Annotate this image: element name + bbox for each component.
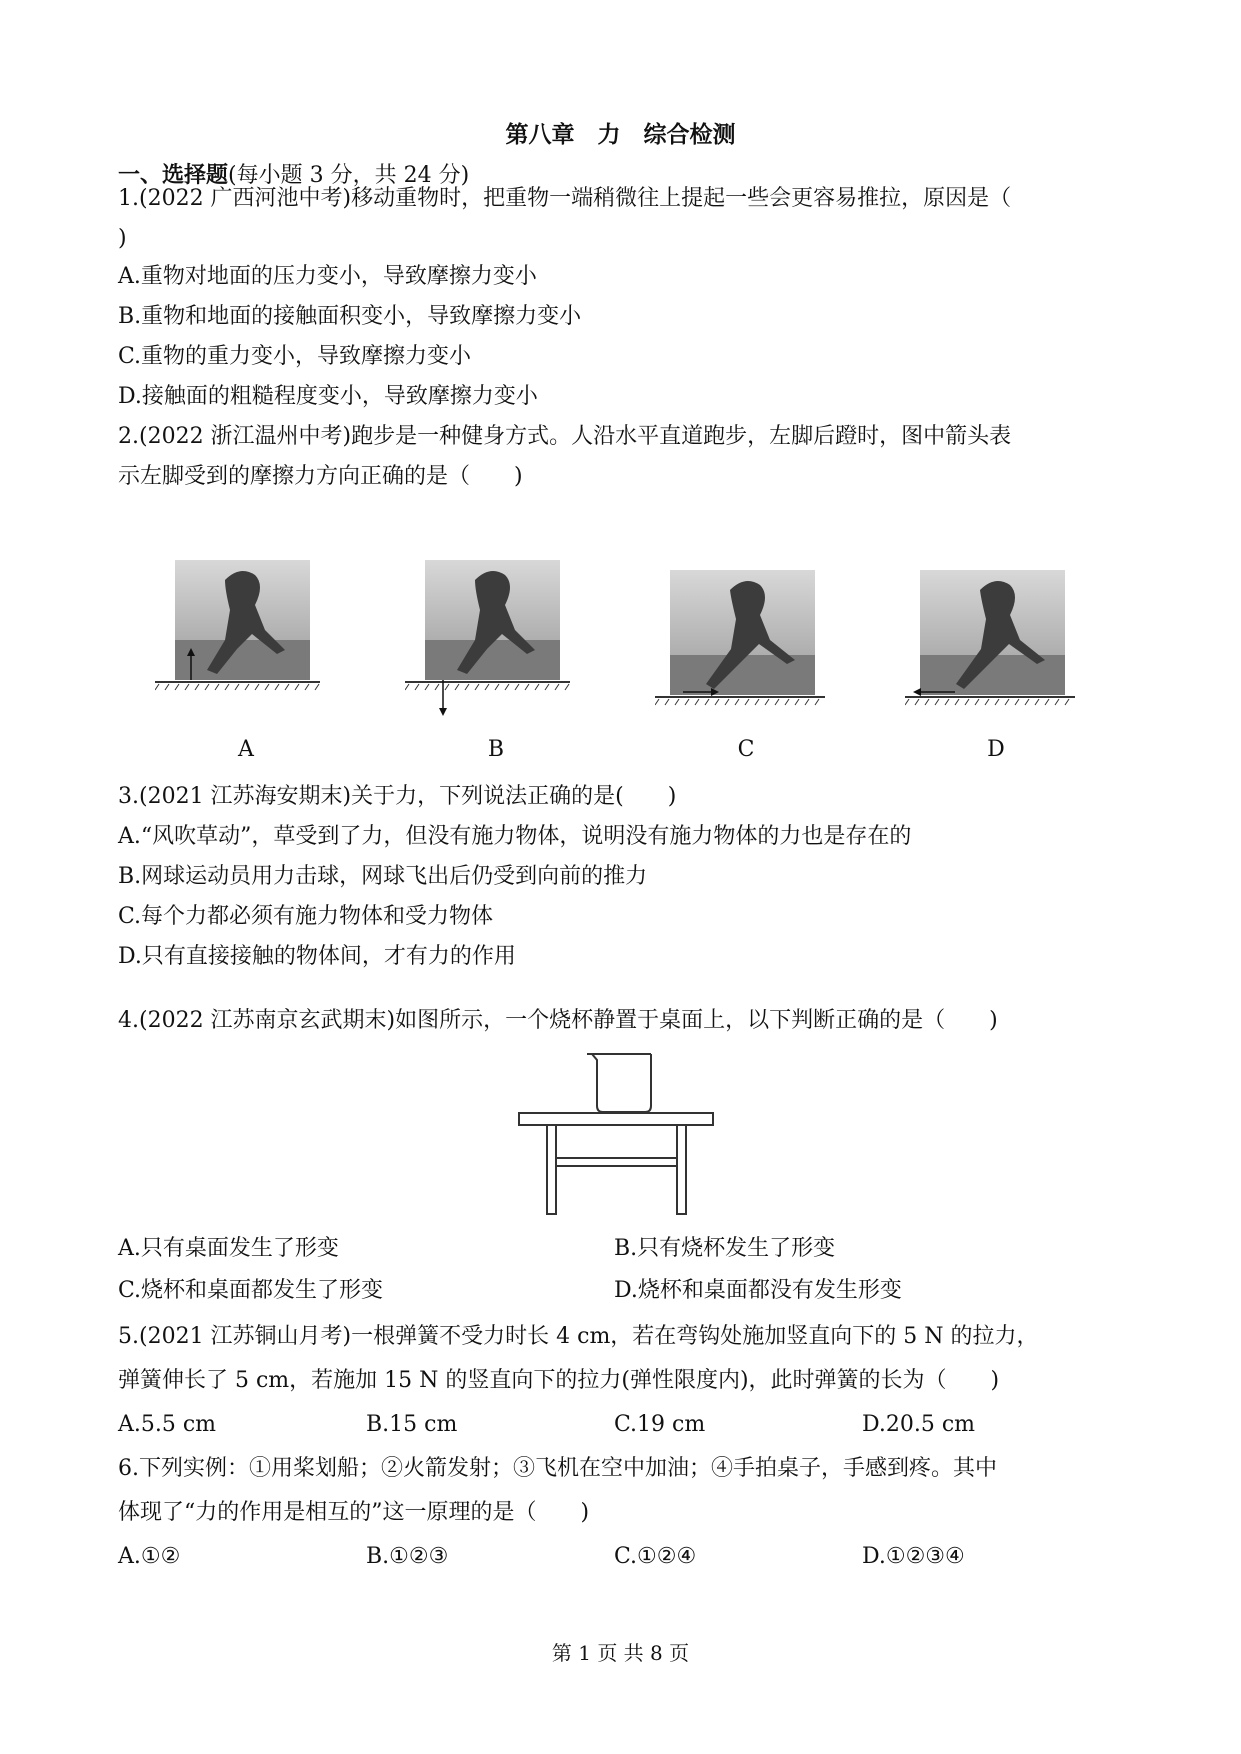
page-title: 第八章 力 综合检测 <box>505 121 736 148</box>
figure-label-b: B <box>487 737 505 762</box>
q5-stem-line2: 弹簧伸长了 5 cm，若施加 15 N 的竖直向下的拉力(弹性限度内)，此时弹簧的长为（ ) <box>118 1368 1000 1393</box>
q5-stem-line1: 5.(2021 江苏铜山月考)一根弹簧不受力时长 4 cm，若在弯钩处施加竖直向下的 5 N 的拉力， <box>118 1324 1039 1349</box>
q1-option-c: C.重物的重力变小，导致摩擦力变小 <box>118 344 472 369</box>
section-head-text: 一、选择题 <box>118 162 229 188</box>
figure-label-d: D <box>987 737 1005 762</box>
q3-option-a: A.“风吹草动”，草受到了力，但没有施力物体，说明没有施力物体的力也是存在的 <box>118 824 912 849</box>
q6-stem-line2: 体现了“力的作用是相互的”这一原理的是（ ) <box>118 1500 590 1525</box>
q1-option-b: B.重物和地面的接触面积变小，导致摩擦力变小 <box>118 304 582 329</box>
q5-option-a: A.5.5 cm <box>118 1412 217 1437</box>
q3-stem: 3.(2021 江苏海安期末)关于力，下列说法正确的是( ) <box>118 784 677 809</box>
figure-label-c: C <box>737 737 755 762</box>
q3-option-c: C.每个力都必须有施力物体和受力物体 <box>118 904 494 929</box>
section-note: (每小题 3 分，共 24 分) <box>228 163 470 188</box>
q6-option-b: B.①②③ <box>366 1544 449 1569</box>
q4-option-b: B.只有烧杯发生了形变 <box>614 1236 836 1261</box>
runner-figure-d <box>905 570 1080 710</box>
figure-label-a: A <box>238 737 254 762</box>
q6-option-a: A.①② <box>118 1544 181 1569</box>
q2-stem-line1: 2.(2022 浙江温州中考)跑步是一种健身方式。人沿水平直道跑步，左脚后蹬时，图中箭头表 <box>118 424 1012 449</box>
runner-figure-a <box>155 560 325 700</box>
q4-option-d: D.烧杯和桌面都没有发生形变 <box>614 1278 902 1303</box>
q2-stem-line2: 示左脚受到的摩擦力方向正确的是（ ) <box>118 464 523 489</box>
q1-stem-line1: 1.(2022 广西河池中考)移动重物时，把重物一端稍微往上提起一些会更容易推拉，原因是（ <box>118 186 1012 211</box>
q3-option-d: D.只有直接接触的物体间，才有力的作用 <box>118 944 516 969</box>
q5-option-b: B.15 cm <box>366 1412 458 1437</box>
q5-option-c: C.19 cm <box>614 1412 706 1437</box>
q6-stem-line1: 6.下列实例：①用桨划船；②火箭发射；③飞机在空中加油；④手拍桌子，手感到疼。其中 <box>118 1456 997 1481</box>
page-footer: 第 1 页 共 8 页 <box>551 1641 690 1665</box>
runner-figure-c <box>655 570 830 710</box>
q1-option-a: A.重物对地面的压力变小，导致摩擦力变小 <box>118 264 537 289</box>
q1-option-d: D.接触面的粗糙程度变小，导致摩擦力变小 <box>118 384 538 409</box>
q4-option-a: A.只有桌面发生了形变 <box>118 1236 339 1261</box>
q6-option-d: D.①②③④ <box>862 1544 965 1569</box>
runner-figure-b <box>405 560 575 730</box>
q4-stem: 4.(2022 江苏南京玄武期末)如图所示，一个烧杯静置于桌面上，以下判断正确的是（ ) <box>118 1008 998 1033</box>
q1-stem-line2: ) <box>118 226 127 251</box>
q4-option-c: C.烧杯和桌面都发生了形变 <box>118 1278 384 1303</box>
q5-option-d: D.20.5 cm <box>862 1412 976 1437</box>
beaker-table-figure <box>515 1048 725 1218</box>
q6-option-c: C.①②④ <box>614 1544 697 1569</box>
q3-option-b: B.网球运动员用力击球，网球飞出后仍受到向前的推力 <box>118 864 648 889</box>
